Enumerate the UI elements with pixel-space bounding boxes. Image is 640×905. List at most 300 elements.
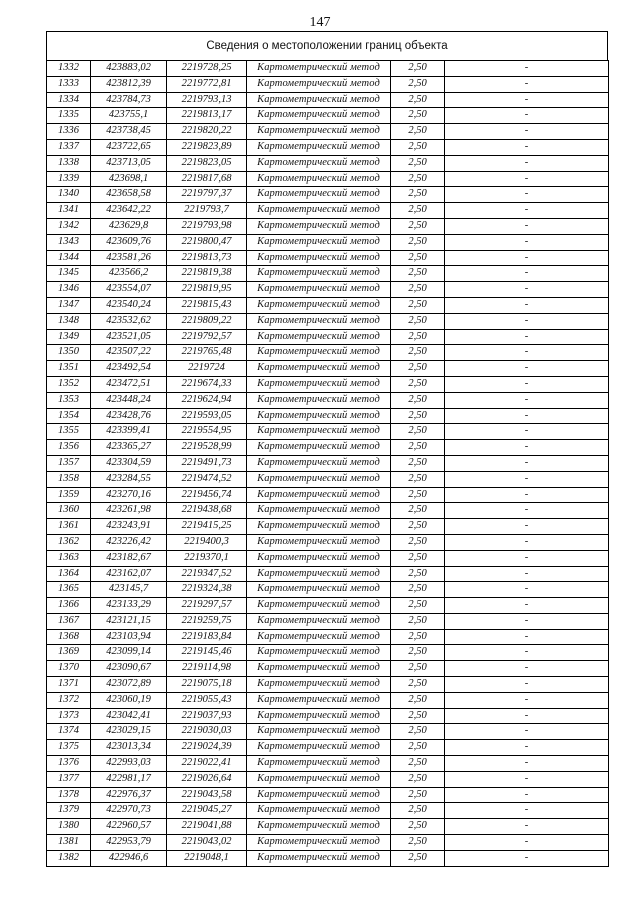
method-cell: Картометрический метод xyxy=(247,61,391,77)
accuracy-cell: 2,50 xyxy=(391,408,445,424)
description-cell: - xyxy=(445,376,609,392)
y-coordinate-cell: 2219793,98 xyxy=(167,218,247,234)
table-row xyxy=(47,266,609,282)
description-cell: - xyxy=(445,677,609,693)
method-cell: Картометрический метод xyxy=(247,787,391,803)
table-row xyxy=(47,345,609,361)
y-coordinate-cell: 2219370,1 xyxy=(167,550,247,566)
y-coordinate-cell: 2219793,7 xyxy=(167,203,247,219)
description-cell: - xyxy=(445,266,609,282)
method-cell: Картометрический метод xyxy=(247,187,391,203)
table-row xyxy=(47,692,609,708)
accuracy-cell: 2,50 xyxy=(391,550,445,566)
point-number-cell: 1371 xyxy=(47,677,91,693)
accuracy-cell: 2,50 xyxy=(391,424,445,440)
y-coordinate-cell: 2219624,94 xyxy=(167,392,247,408)
accuracy-cell: 2,50 xyxy=(391,787,445,803)
description-cell: - xyxy=(445,629,609,645)
x-coordinate-cell: 423182,67 xyxy=(91,550,167,566)
description-cell: - xyxy=(445,803,609,819)
point-number-cell: 1373 xyxy=(47,708,91,724)
point-number-cell: 1354 xyxy=(47,408,91,424)
point-number-cell: 1353 xyxy=(47,392,91,408)
y-coordinate-cell: 2219297,57 xyxy=(167,598,247,614)
accuracy-cell: 2,50 xyxy=(391,155,445,171)
y-coordinate-cell: 2219183,84 xyxy=(167,629,247,645)
method-cell: Картометрический метод xyxy=(247,171,391,187)
point-number-cell: 1365 xyxy=(47,582,91,598)
method-cell: Картометрический метод xyxy=(247,250,391,266)
method-cell: Картометрический метод xyxy=(247,850,391,866)
y-coordinate-cell: 2219145,46 xyxy=(167,645,247,661)
point-number-cell: 1349 xyxy=(47,329,91,345)
y-coordinate-cell: 2219456,74 xyxy=(167,487,247,503)
y-coordinate-cell: 2219674,33 xyxy=(167,376,247,392)
x-coordinate-cell: 423472,51 xyxy=(91,376,167,392)
point-number-cell: 1379 xyxy=(47,803,91,819)
description-cell: - xyxy=(445,850,609,866)
accuracy-cell: 2,50 xyxy=(391,234,445,250)
x-coordinate-cell: 423428,76 xyxy=(91,408,167,424)
description-cell: - xyxy=(445,487,609,503)
table-row xyxy=(47,613,609,629)
table-row xyxy=(47,282,609,298)
point-number-cell: 1376 xyxy=(47,756,91,772)
y-coordinate-cell: 2219772,81 xyxy=(167,76,247,92)
x-coordinate-cell: 422960,57 xyxy=(91,819,167,835)
accuracy-cell: 2,50 xyxy=(391,803,445,819)
x-coordinate-cell: 423099,14 xyxy=(91,645,167,661)
point-number-cell: 1337 xyxy=(47,139,91,155)
point-number-cell: 1338 xyxy=(47,155,91,171)
y-coordinate-cell: 2219259,75 xyxy=(167,613,247,629)
table-row xyxy=(47,424,609,440)
point-number-cell: 1370 xyxy=(47,661,91,677)
method-cell: Картометрический метод xyxy=(247,661,391,677)
table-row xyxy=(47,440,609,456)
x-coordinate-cell: 423090,67 xyxy=(91,661,167,677)
y-coordinate-cell: 2219045,27 xyxy=(167,803,247,819)
x-coordinate-cell: 423226,42 xyxy=(91,534,167,550)
point-number-cell: 1369 xyxy=(47,645,91,661)
x-coordinate-cell: 423365,27 xyxy=(91,440,167,456)
point-number-cell: 1339 xyxy=(47,171,91,187)
method-cell: Картометрический метод xyxy=(247,598,391,614)
x-coordinate-cell: 422953,79 xyxy=(91,835,167,851)
y-coordinate-cell: 2219815,43 xyxy=(167,297,247,313)
point-number-cell: 1345 xyxy=(47,266,91,282)
accuracy-cell: 2,50 xyxy=(391,76,445,92)
y-coordinate-cell: 2219819,95 xyxy=(167,282,247,298)
method-cell: Картометрический метод xyxy=(247,392,391,408)
accuracy-cell: 2,50 xyxy=(391,203,445,219)
description-cell: - xyxy=(445,76,609,92)
description-cell: - xyxy=(445,819,609,835)
method-cell: Картометрический метод xyxy=(247,313,391,329)
x-coordinate-cell: 423812,39 xyxy=(91,76,167,92)
method-cell: Картометрический метод xyxy=(247,803,391,819)
point-number-cell: 1375 xyxy=(47,740,91,756)
description-cell: - xyxy=(445,203,609,219)
accuracy-cell: 2,50 xyxy=(391,534,445,550)
accuracy-cell: 2,50 xyxy=(391,835,445,851)
description-cell: - xyxy=(445,250,609,266)
point-number-cell: 1346 xyxy=(47,282,91,298)
accuracy-cell: 2,50 xyxy=(391,582,445,598)
description-cell: - xyxy=(445,582,609,598)
point-number-cell: 1356 xyxy=(47,440,91,456)
table-row xyxy=(47,661,609,677)
table-row xyxy=(47,297,609,313)
x-coordinate-cell: 423609,76 xyxy=(91,234,167,250)
description-cell: - xyxy=(445,187,609,203)
x-coordinate-cell: 422946,6 xyxy=(91,850,167,866)
point-number-cell: 1361 xyxy=(47,519,91,535)
accuracy-cell: 2,50 xyxy=(391,629,445,645)
table-row xyxy=(47,376,609,392)
accuracy-cell: 2,50 xyxy=(391,613,445,629)
point-number-cell: 1348 xyxy=(47,313,91,329)
y-coordinate-cell: 2219792,57 xyxy=(167,329,247,345)
table-row xyxy=(47,503,609,519)
description-cell: - xyxy=(445,282,609,298)
point-number-cell: 1381 xyxy=(47,835,91,851)
table-row xyxy=(47,171,609,187)
table-row xyxy=(47,76,609,92)
method-cell: Картометрический метод xyxy=(247,835,391,851)
point-number-cell: 1362 xyxy=(47,534,91,550)
table-row xyxy=(47,724,609,740)
x-coordinate-cell: 423532,62 xyxy=(91,313,167,329)
table-row xyxy=(47,471,609,487)
table-row xyxy=(47,850,609,866)
table-row xyxy=(47,708,609,724)
y-coordinate-cell: 2219043,02 xyxy=(167,835,247,851)
description-cell: - xyxy=(445,835,609,851)
method-cell: Картометрический метод xyxy=(247,408,391,424)
y-coordinate-cell: 2219022,41 xyxy=(167,756,247,772)
accuracy-cell: 2,50 xyxy=(391,139,445,155)
x-coordinate-cell: 423581,26 xyxy=(91,250,167,266)
point-number-cell: 1366 xyxy=(47,598,91,614)
accuracy-cell: 2,50 xyxy=(391,455,445,471)
x-coordinate-cell: 423448,24 xyxy=(91,392,167,408)
x-coordinate-cell: 423755,1 xyxy=(91,108,167,124)
accuracy-cell: 2,50 xyxy=(391,92,445,108)
table-row xyxy=(47,740,609,756)
x-coordinate-cell: 423261,98 xyxy=(91,503,167,519)
point-number-cell: 1382 xyxy=(47,850,91,866)
y-coordinate-cell: 2219037,93 xyxy=(167,708,247,724)
x-coordinate-cell: 423642,22 xyxy=(91,203,167,219)
y-coordinate-cell: 2219817,68 xyxy=(167,171,247,187)
y-coordinate-cell: 2219765,48 xyxy=(167,345,247,361)
x-coordinate-cell: 423304,59 xyxy=(91,455,167,471)
boundary-table-body xyxy=(47,61,609,867)
description-cell: - xyxy=(445,613,609,629)
description-cell: - xyxy=(445,534,609,550)
description-cell: - xyxy=(445,455,609,471)
y-coordinate-cell: 2219324,38 xyxy=(167,582,247,598)
method-cell: Картометрический метод xyxy=(247,582,391,598)
table-row xyxy=(47,756,609,772)
y-coordinate-cell: 2219724 xyxy=(167,361,247,377)
description-cell: - xyxy=(445,740,609,756)
table-row xyxy=(47,392,609,408)
method-cell: Картометрический метод xyxy=(247,92,391,108)
table-row xyxy=(47,803,609,819)
accuracy-cell: 2,50 xyxy=(391,361,445,377)
point-number-cell: 1332 xyxy=(47,61,91,77)
table-row xyxy=(47,455,609,471)
accuracy-cell: 2,50 xyxy=(391,487,445,503)
table-row xyxy=(47,329,609,345)
method-cell: Картометрический метод xyxy=(247,139,391,155)
accuracy-cell: 2,50 xyxy=(391,171,445,187)
description-cell: - xyxy=(445,440,609,456)
x-coordinate-cell: 423521,05 xyxy=(91,329,167,345)
accuracy-cell: 2,50 xyxy=(391,566,445,582)
table-row xyxy=(47,218,609,234)
point-number-cell: 1347 xyxy=(47,297,91,313)
accuracy-cell: 2,50 xyxy=(391,266,445,282)
accuracy-cell: 2,50 xyxy=(391,645,445,661)
description-cell: - xyxy=(445,645,609,661)
description-cell: - xyxy=(445,345,609,361)
description-cell: - xyxy=(445,297,609,313)
method-cell: Картометрический метод xyxy=(247,455,391,471)
table-row xyxy=(47,534,609,550)
description-cell: - xyxy=(445,139,609,155)
description-cell: - xyxy=(445,218,609,234)
accuracy-cell: 2,50 xyxy=(391,124,445,140)
point-number-cell: 1340 xyxy=(47,187,91,203)
y-coordinate-cell: 2219075,18 xyxy=(167,677,247,693)
table-row xyxy=(47,408,609,424)
table-row xyxy=(47,155,609,171)
y-coordinate-cell: 2219491,73 xyxy=(167,455,247,471)
y-coordinate-cell: 2219813,17 xyxy=(167,108,247,124)
x-coordinate-cell: 423060,19 xyxy=(91,692,167,708)
description-cell: - xyxy=(445,408,609,424)
y-coordinate-cell: 2219055,43 xyxy=(167,692,247,708)
point-number-cell: 1377 xyxy=(47,771,91,787)
x-coordinate-cell: 423738,45 xyxy=(91,124,167,140)
table-row xyxy=(47,250,609,266)
x-coordinate-cell: 423103,94 xyxy=(91,629,167,645)
method-cell: Картометрический метод xyxy=(247,692,391,708)
point-number-cell: 1358 xyxy=(47,471,91,487)
point-number-cell: 1333 xyxy=(47,76,91,92)
accuracy-cell: 2,50 xyxy=(391,250,445,266)
description-cell: - xyxy=(445,171,609,187)
table-row xyxy=(47,566,609,582)
method-cell: Картометрический метод xyxy=(247,645,391,661)
accuracy-cell: 2,50 xyxy=(391,345,445,361)
table-row xyxy=(47,61,609,77)
y-coordinate-cell: 2219809,22 xyxy=(167,313,247,329)
point-number-cell: 1343 xyxy=(47,234,91,250)
table-row xyxy=(47,361,609,377)
method-cell: Картометрический метод xyxy=(247,471,391,487)
y-coordinate-cell: 2219820,22 xyxy=(167,124,247,140)
table-row xyxy=(47,787,609,803)
method-cell: Картометрический метод xyxy=(247,297,391,313)
method-cell: Картометрический метод xyxy=(247,503,391,519)
table-row xyxy=(47,108,609,124)
accuracy-cell: 2,50 xyxy=(391,297,445,313)
y-coordinate-cell: 2219797,37 xyxy=(167,187,247,203)
table-row xyxy=(47,203,609,219)
method-cell: Картометрический метод xyxy=(247,519,391,535)
description-cell: - xyxy=(445,787,609,803)
y-coordinate-cell: 2219026,64 xyxy=(167,771,247,787)
boundary-table-sheet xyxy=(46,31,608,867)
y-coordinate-cell: 2219813,73 xyxy=(167,250,247,266)
method-cell: Картометрический метод xyxy=(247,282,391,298)
accuracy-cell: 2,50 xyxy=(391,61,445,77)
method-cell: Картометрический метод xyxy=(247,361,391,377)
accuracy-cell: 2,50 xyxy=(391,850,445,866)
boundary-table xyxy=(46,60,609,867)
x-coordinate-cell: 423162,07 xyxy=(91,566,167,582)
description-cell: - xyxy=(445,124,609,140)
x-coordinate-cell: 423072,89 xyxy=(91,677,167,693)
accuracy-cell: 2,50 xyxy=(391,282,445,298)
description-cell: - xyxy=(445,108,609,124)
x-coordinate-cell: 423698,1 xyxy=(91,171,167,187)
description-cell: - xyxy=(445,550,609,566)
table-row xyxy=(47,187,609,203)
method-cell: Картометрический метод xyxy=(247,234,391,250)
point-number-cell: 1351 xyxy=(47,361,91,377)
y-coordinate-cell: 2219528,99 xyxy=(167,440,247,456)
table-row xyxy=(47,629,609,645)
accuracy-cell: 2,50 xyxy=(391,677,445,693)
y-coordinate-cell: 2219819,38 xyxy=(167,266,247,282)
x-coordinate-cell: 423284,55 xyxy=(91,471,167,487)
x-coordinate-cell: 423270,16 xyxy=(91,487,167,503)
point-number-cell: 1352 xyxy=(47,376,91,392)
point-number-cell: 1350 xyxy=(47,345,91,361)
accuracy-cell: 2,50 xyxy=(391,376,445,392)
x-coordinate-cell: 422981,17 xyxy=(91,771,167,787)
x-coordinate-cell: 423492,54 xyxy=(91,361,167,377)
y-coordinate-cell: 2219415,25 xyxy=(167,519,247,535)
y-coordinate-cell: 2219400,3 xyxy=(167,534,247,550)
table-row xyxy=(47,234,609,250)
table-row xyxy=(47,819,609,835)
point-number-cell: 1380 xyxy=(47,819,91,835)
y-coordinate-cell: 2219793,13 xyxy=(167,92,247,108)
method-cell: Картометрический метод xyxy=(247,566,391,582)
table-row xyxy=(47,645,609,661)
description-cell: - xyxy=(445,503,609,519)
accuracy-cell: 2,50 xyxy=(391,740,445,756)
description-cell: - xyxy=(445,61,609,77)
table-row xyxy=(47,139,609,155)
x-coordinate-cell: 423554,07 xyxy=(91,282,167,298)
point-number-cell: 1334 xyxy=(47,92,91,108)
point-number-cell: 1355 xyxy=(47,424,91,440)
accuracy-cell: 2,50 xyxy=(391,771,445,787)
x-coordinate-cell: 423507,22 xyxy=(91,345,167,361)
method-cell: Картометрический метод xyxy=(247,203,391,219)
table-row xyxy=(47,677,609,693)
description-cell: - xyxy=(445,724,609,740)
x-coordinate-cell: 423029,15 xyxy=(91,724,167,740)
table-row xyxy=(47,313,609,329)
x-coordinate-cell: 422976,37 xyxy=(91,787,167,803)
x-coordinate-cell: 423883,02 xyxy=(91,61,167,77)
method-cell: Картометрический метод xyxy=(247,155,391,171)
method-cell: Картометрический метод xyxy=(247,329,391,345)
point-number-cell: 1372 xyxy=(47,692,91,708)
y-coordinate-cell: 2219347,52 xyxy=(167,566,247,582)
description-cell: - xyxy=(445,424,609,440)
y-coordinate-cell: 2219823,05 xyxy=(167,155,247,171)
accuracy-cell: 2,50 xyxy=(391,187,445,203)
table-row xyxy=(47,550,609,566)
accuracy-cell: 2,50 xyxy=(391,471,445,487)
x-coordinate-cell: 423566,2 xyxy=(91,266,167,282)
y-coordinate-cell: 2219043,58 xyxy=(167,787,247,803)
y-coordinate-cell: 2219048,1 xyxy=(167,850,247,866)
x-coordinate-cell: 423784,73 xyxy=(91,92,167,108)
point-number-cell: 1368 xyxy=(47,629,91,645)
x-coordinate-cell: 423013,34 xyxy=(91,740,167,756)
method-cell: Картометрический метод xyxy=(247,76,391,92)
description-cell: - xyxy=(445,598,609,614)
point-number-cell: 1344 xyxy=(47,250,91,266)
accuracy-cell: 2,50 xyxy=(391,519,445,535)
description-cell: - xyxy=(445,661,609,677)
x-coordinate-cell: 422993,03 xyxy=(91,756,167,772)
accuracy-cell: 2,50 xyxy=(391,598,445,614)
method-cell: Картометрический метод xyxy=(247,266,391,282)
method-cell: Картометрический метод xyxy=(247,124,391,140)
accuracy-cell: 2,50 xyxy=(391,440,445,456)
description-cell: - xyxy=(445,519,609,535)
method-cell: Картометрический метод xyxy=(247,534,391,550)
description-cell: - xyxy=(445,329,609,345)
point-number-cell: 1342 xyxy=(47,218,91,234)
description-cell: - xyxy=(445,155,609,171)
description-cell: - xyxy=(445,234,609,250)
point-number-cell: 1360 xyxy=(47,503,91,519)
description-cell: - xyxy=(445,92,609,108)
point-number-cell: 1378 xyxy=(47,787,91,803)
accuracy-cell: 2,50 xyxy=(391,313,445,329)
table-row xyxy=(47,582,609,598)
accuracy-cell: 2,50 xyxy=(391,708,445,724)
x-coordinate-cell: 423042,41 xyxy=(91,708,167,724)
accuracy-cell: 2,50 xyxy=(391,724,445,740)
method-cell: Картометрический метод xyxy=(247,218,391,234)
point-number-cell: 1363 xyxy=(47,550,91,566)
description-cell: - xyxy=(445,756,609,772)
accuracy-cell: 2,50 xyxy=(391,503,445,519)
table-row xyxy=(47,835,609,851)
point-number-cell: 1336 xyxy=(47,124,91,140)
description-cell: - xyxy=(445,313,609,329)
point-number-cell: 1341 xyxy=(47,203,91,219)
method-cell: Картометрический метод xyxy=(247,376,391,392)
x-coordinate-cell: 423399,41 xyxy=(91,424,167,440)
table-row xyxy=(47,598,609,614)
method-cell: Картометрический метод xyxy=(247,424,391,440)
method-cell: Картометрический метод xyxy=(247,345,391,361)
